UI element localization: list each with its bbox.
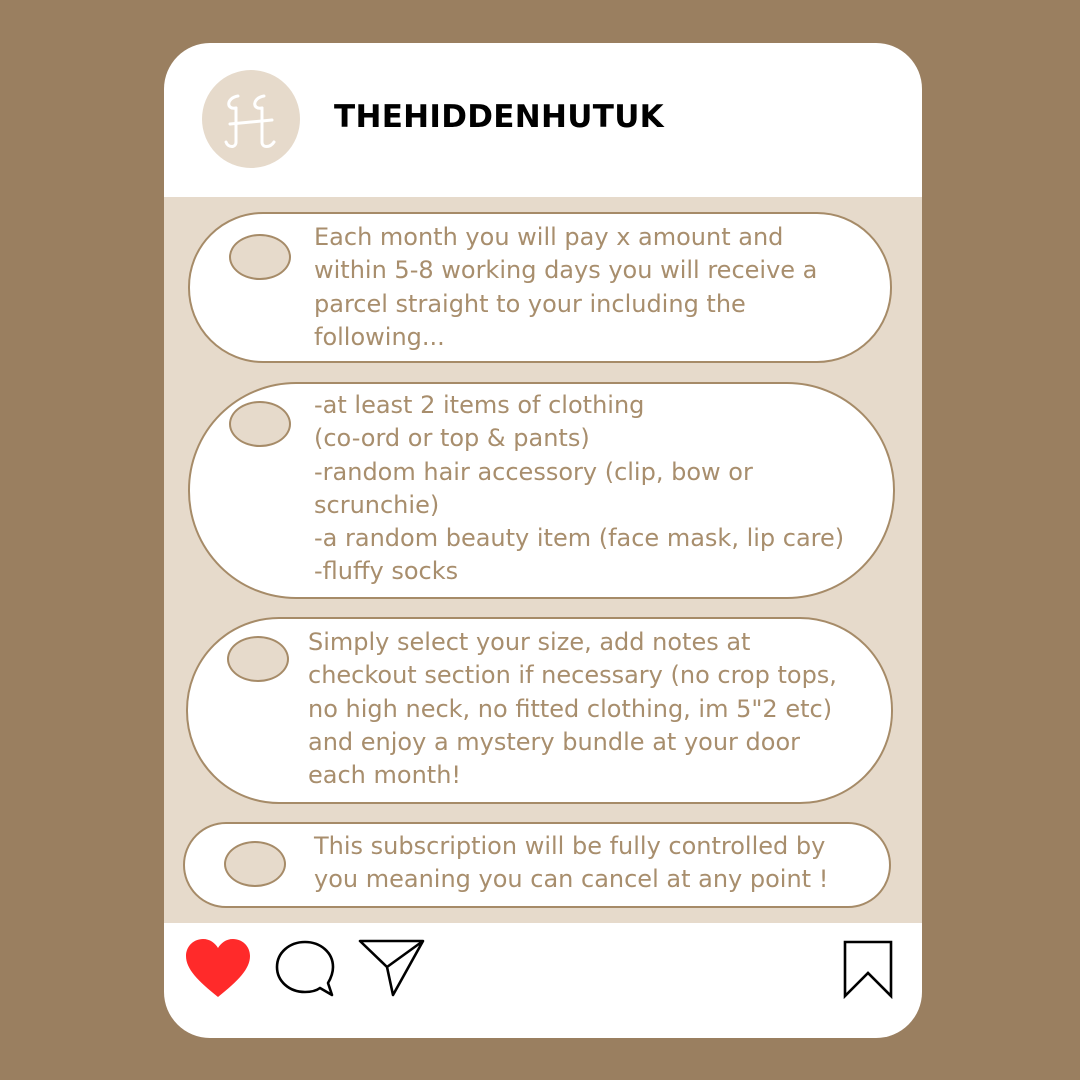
post-actions [164,923,922,1038]
heart-icon [184,937,252,1001]
info-bubble [188,212,892,363]
like-button[interactable] [184,937,252,1001]
bubble-text: Each month you will pay x amount and within 5-8 working days you will receive a parcel straight to your including the following... [314,223,818,351]
info-bubble [186,617,893,804]
post-card [164,43,922,1038]
bubble-text: This subscription will be fully controlled by you meaning you can cancel at any point ! [314,832,829,894]
bubble-dot [229,401,291,447]
content-panel [164,197,922,923]
comment-button[interactable] [274,939,336,999]
bubble-text: Simply select your size, add notes at checkout section if necessary (no crop tops, no high neck, no fitted clothing, im 5"2 etc) and enjoy a mystery bundle at your door each month! [308,628,837,790]
username[interactable]: THEHIDDENHUTUK [334,99,664,135]
send-icon [358,937,426,999]
comment-icon [274,939,336,999]
bubble-dot [227,636,289,682]
save-button[interactable] [842,939,894,999]
bubble-dot [229,234,291,280]
share-button[interactable] [358,937,426,999]
bookmark-icon [842,939,894,999]
post-header [164,43,922,197]
hidden-hut-logo-icon [216,84,286,154]
info-bubble [183,822,891,908]
bubble-dot [224,841,286,887]
info-bubble [188,382,895,599]
avatar[interactable] [202,70,300,168]
bubble-text: -at least 2 items of clothing (co-ord or top & pants) -random hair accessory (clip, bow or scrunchie) -a random beauty item (face mask, lip care) -fluffy socks [314,391,845,586]
